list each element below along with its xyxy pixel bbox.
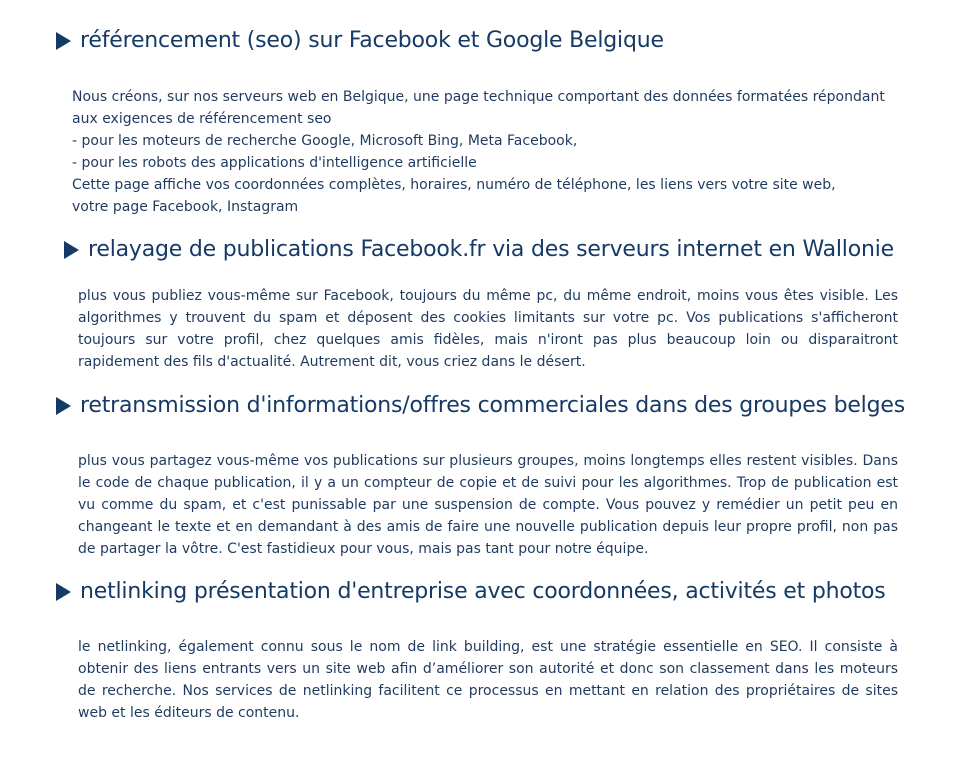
section-heading-seo — [56, 28, 664, 53]
section-body-relayage: plus vous publiez vous-même sur Facebook, toujours du même pc, du même endroit, moins vous êtes visible. Les algorithmes y trouvent du spam et déposent des cookies limitants sur votre pc. Vos publications s'afficheront toujours sur votre profil, chez quelques amis fidèles, mais n'iront pas plus beaucoup loin ou disparaitront rapidement des fils d'actualité. Autrement dit, vous criez dans le désert. — [78, 288, 898, 370]
triangle-right-icon — [56, 32, 71, 50]
body-line: Cette page affiche vos coordonnées complètes, horaires, numéro de téléphone, les liens vers votre site web, — [72, 177, 836, 193]
triangle-right-icon — [64, 241, 79, 259]
body-line: votre page Facebook, Instagram — [72, 199, 299, 215]
body-line: - pour les moteurs de recherche Google, Microsoft Bing, Meta Facebook, — [72, 133, 578, 149]
heading-text: relayage de publications Facebook.fr via des serveurs internet en Wallonie — [88, 237, 894, 262]
heading-text: référencement (seo) sur Facebook et Google Belgique — [80, 28, 664, 53]
section-heading-retransmission — [56, 393, 905, 418]
section-heading-relayage — [64, 237, 894, 262]
section-heading-netlinking — [56, 579, 886, 604]
triangle-right-icon — [56, 583, 71, 601]
heading-text: retransmission d'informations/offres commerciales dans des groupes belges — [80, 393, 905, 418]
body-line: aux exigences de référencement seo — [72, 111, 332, 127]
section-body-seo — [72, 86, 902, 218]
triangle-right-icon — [56, 397, 71, 415]
section-body-netlinking: le netlinking, également connu sous le nom de link building, est une stratégie essentielle en SEO. Il consiste à obtenir des liens entrants vers un site web afin d’améliorer son autorité et donc son classement dans les moteurs de recherche. Nos services de netlinking facilitent ce processus en mettant en relation des propriétaires de sites web et les éditeurs de contenu. — [78, 639, 898, 721]
body-line: - pour les robots des applications d'intelligence artificielle — [72, 155, 477, 171]
heading-text: netlinking présentation d'entreprise avec coordonnées, activités et photos — [80, 579, 886, 604]
section-body-retransmission: plus vous partagez vous-même vos publications sur plusieurs groupes, moins longtemps elles restent visibles. Dans le code de chaque publication, il y a un compteur de copie et de suivi pour les algorithmes. Trop de publication est vu comme du spam, et c'est punissable par une suspension de compte. Vous pouvez y remédier un petit peu en changeant le texte et en demandant à des amis de faire une nouvelle publication depuis leur propre profil, non pas de partager la vôtre. C'est fastidieux pour vous, mais pas tant pour notre équipe. — [78, 453, 898, 557]
body-line: Nous créons, sur nos serveurs web en Belgique, une page technique comportant des données formatées répondant — [72, 89, 885, 105]
